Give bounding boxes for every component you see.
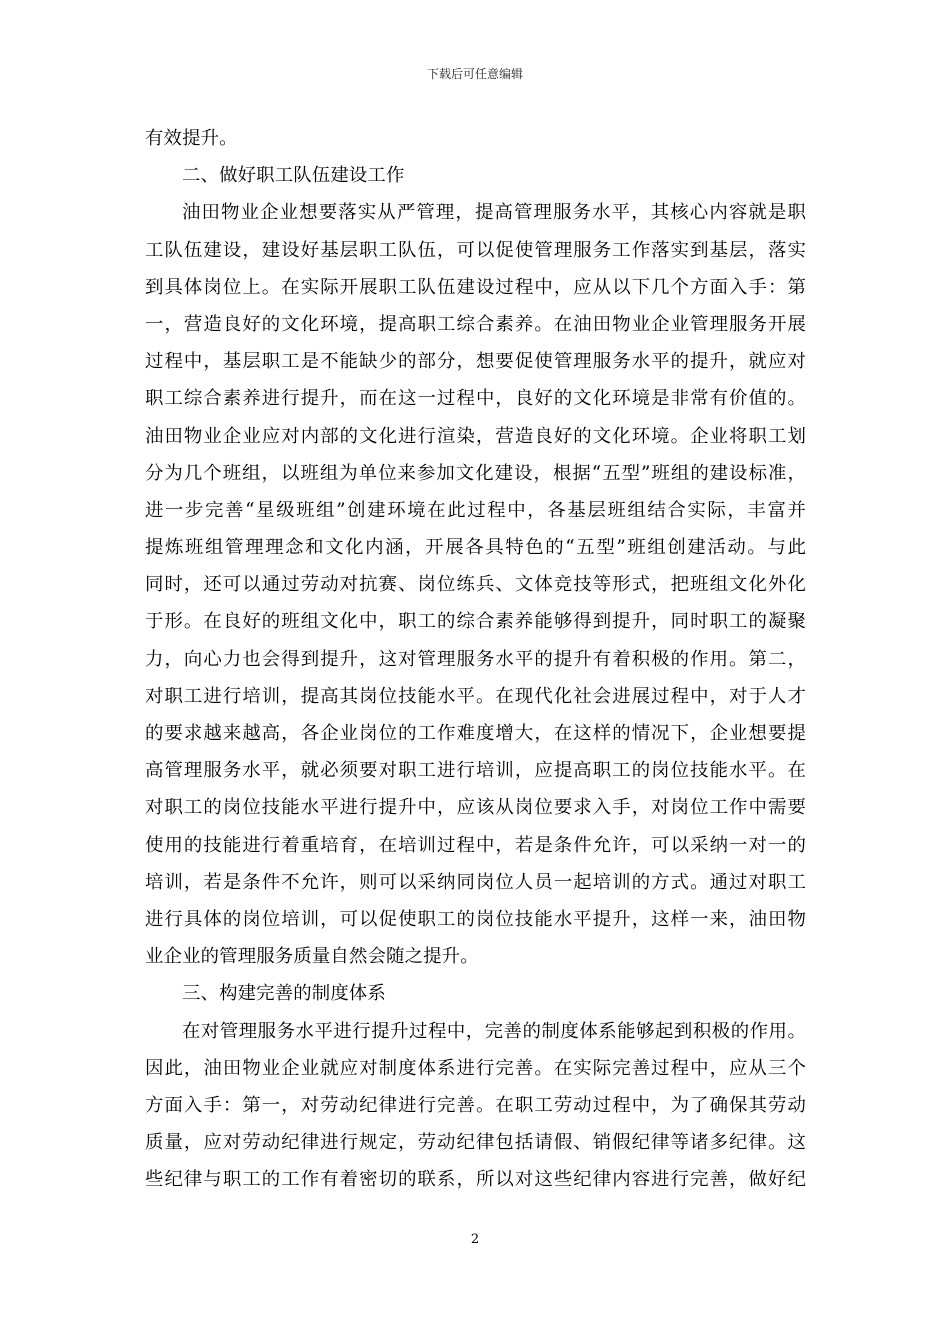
paragraph-line: 培训，若是条件不允许，则可以采纳同岗位人员一起培训的方式。通过对职工	[145, 871, 806, 893]
paragraph-line: 进一步完善“星级班组”创建环境在此过程中，各基层班组结合实际，丰富并	[145, 499, 806, 521]
document-body	[145, 120, 806, 1198]
paragraph-line: 到具体岗位上。在实际开展职工队伍建设过程中，应从以下几个方面入手：第	[145, 276, 806, 298]
paragraph-line: 质量，应对劳动纪律进行规定，劳动纪律包括请假、销假纪律等诸多纪律。这	[145, 1132, 806, 1154]
page-number: 2	[470, 1232, 480, 1247]
paragraph-line: 提炼班组管理理念和文化内涵，开展各具特色的“五型”班组创建活动。与此	[145, 537, 806, 559]
paragraph-line: 业企业的管理服务质量自然会随之提升。	[145, 946, 479, 968]
paragraph-line: 过程中，基层职工是不能缺少的部分，想要促使管理服务水平的提升，就应对	[145, 351, 806, 373]
paragraph-line: 在对管理服务水平进行提升过程中，完善的制度体系能够起到积极的作用。	[182, 1020, 806, 1042]
paragraph-line: 方面入手：第一，对劳动纪律进行完善。在职工劳动过程中，为了确保其劳动	[145, 1094, 806, 1116]
paragraph-line: 有效提升。	[145, 128, 238, 149]
paragraph-line: 力，向心力也会得到提升，这对管理服务水平的提升有着积极的作用。第二，	[145, 648, 806, 670]
paragraph-line: 分为几个班组，以班组为单位来参加文化建设，根据“五型”班组的建设标准，	[145, 462, 806, 484]
paragraph-line: 同时，还可以通过劳动对抗赛、岗位练兵、文体竞技等形式，把班组文化外化	[145, 574, 806, 596]
section-heading: 二、做好职工队伍建设工作	[182, 165, 405, 187]
paragraph-line: 油田物业企业想要落实从严管理，提高管理服务水平，其核心内容就是职	[182, 202, 806, 224]
paragraph-line: 于形。在良好的班组文化中，职工的综合素养能够得到提升，同时职工的凝聚	[145, 611, 806, 633]
paragraph-line: 高管理服务水平，就必须要对职工进行培训，应提高职工的岗位技能水平。在	[145, 760, 806, 782]
paragraph-line: 因此，油田物业企业就应对制度体系进行完善。在实际完善过程中，应从三个	[145, 1057, 806, 1079]
paragraph-line: 使用的技能进行着重培育，在培训过程中，若是条件允许，可以采纳一对一的	[145, 834, 806, 856]
paragraph-line: 对职工进行培训，提高其岗位技能水平。在现代化社会进展过程中，对于人才	[145, 685, 806, 707]
paragraph-line: 油田物业企业应对内部的文化进行渲染，营造良好的文化环境。企业将职工划	[145, 425, 806, 447]
paragraph-line: 工队伍建设，建设好基层职工队伍，可以促使管理服务工作落实到基层，落实	[145, 239, 806, 261]
paragraph-line: 些纪律与职工的工作有着密切的联系，所以对这些纪律内容进行完善，做好纪	[145, 1169, 806, 1191]
paragraph-line: 职工综合素养进行提升，而在这一过程中，良好的文化环境是非常有价值的。	[145, 388, 806, 410]
paragraph-line: 对职工的岗位技能水平进行提升中，应该从岗位要求入手，对岗位工作中需要	[145, 797, 806, 819]
paragraph-line: 一，营造良好的文化环境，提高职工综合素养。在油田物业企业管理服务开展	[145, 313, 806, 335]
page-header: 下载后可任意编辑	[426, 67, 523, 81]
paragraph-line: 的要求越来越高，各企业岗位的工作难度增大，在这样的情况下，企业想要提	[145, 723, 806, 744]
paragraph-line: 进行具体的岗位培训，可以促使职工的岗位技能水平提升，这样一来，油田物	[145, 908, 806, 930]
section-heading: 三、构建完善的制度体系	[182, 983, 386, 1005]
